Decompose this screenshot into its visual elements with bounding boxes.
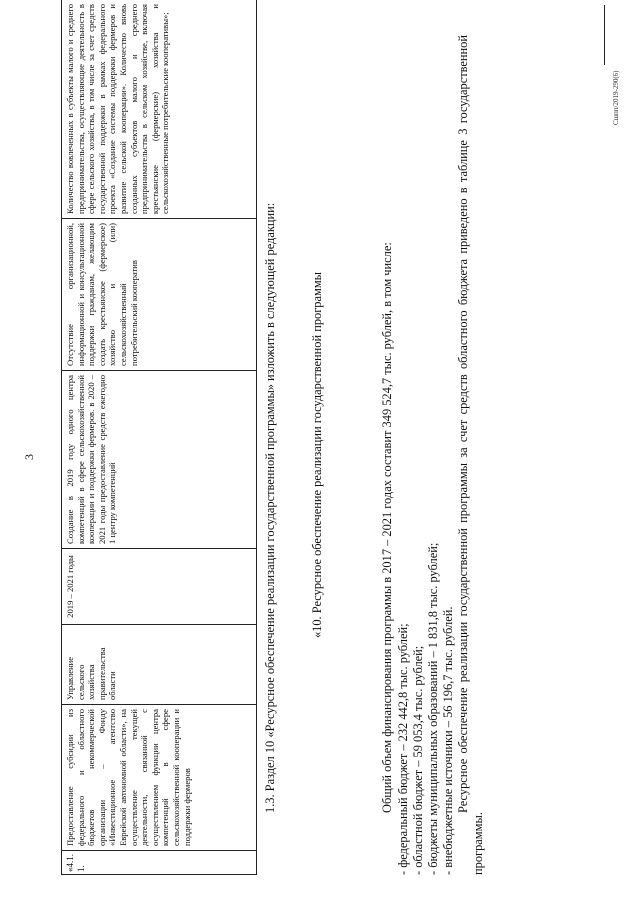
- cell-activity: Предоставление субсидии из федерального и областного бюджетов некоммерческой организации – Фонду «Инвестиционное агентство Еврейской автономной области», на осуществление текущей деятельности, связанной с осуществлением функции центра компетенций в сфере сельскохозяйственной кооперации и поддержки фермеров: [62, 705, 257, 851]
- cell-indicators: Количество вовлеченных в субъекты малого и среднего предпринимательства, осуществляющие деятельность в сфере сельского хозяйства, в том числе за счет средств государственной поддержки в рамках федерального проекта «Создание системы поддержки фермеров и развитие сельской кооперации». Количество вновь созданных субъектов малого и среднего предпринимательства в сельском хозяйстве, включая крестьянские (фермерские) хозяйства и сельскохозяйственные потребительские кооперативы»;: [62, 0, 257, 219]
- program-table: [61, 0, 257, 875]
- list-item: - федеральный бюджет – 232 442,8 тыс. рублей;: [396, 623, 410, 875]
- page-number: 3: [22, 454, 36, 460]
- para-total: Общий объем финансирования программы в 2017 – 2021 годах составит 349 524,7 тыс. рублей, в том числе:: [380, 242, 394, 813]
- list-item: - областной бюджет – 59 053,4 тыс. рублей;: [411, 645, 425, 875]
- cell-consequences: Отсутствие организационной, информационной и консультационной поддержки гражданам, желающим создать крестьянское (фермерское) хозяйство и (или) сельскохозяйственный потребительский кооператив: [62, 219, 257, 371]
- list-item: - внебюджетные источники – 56 196,7 тыс. рублей.: [441, 606, 455, 875]
- funding-list: [396, 35, 456, 875]
- cell-result: Создание в 2019 году одного центра компетенций в сфере сельскохозяйственной кооперации и поддержки фермеров. в 2020 – 2021 годы предоставление средств ежегодно 1 центру компетенций: [62, 371, 257, 549]
- table-row: [62, 0, 257, 875]
- cell-executor: Управление сельского хозяйства правительства области: [62, 625, 257, 705]
- divider: [604, 5, 605, 65]
- footer-code: Сшпп/2019-290(6): [612, 70, 620, 125]
- section-heading: «10. Ресурсное обеспечение реализации государственной программы: [310, 271, 324, 639]
- cell-period: 2019 – 2021 годы: [62, 549, 257, 625]
- section-intro: 1.3. Раздел 10 «Ресурсное обеспечение реализации государственной программы» изложить в следующей редакции:: [263, 202, 277, 813]
- cell-number: «4.1.1.: [62, 851, 257, 875]
- list-item: - бюджеты муниципальных образований – 1 831,8 тыс. рублей;: [426, 542, 440, 875]
- para-final: Ресурсное обеспечение реализации государственной программы за счет средств областного бюджета приведено в таблице 3 государственной программы.: [456, 35, 485, 875]
